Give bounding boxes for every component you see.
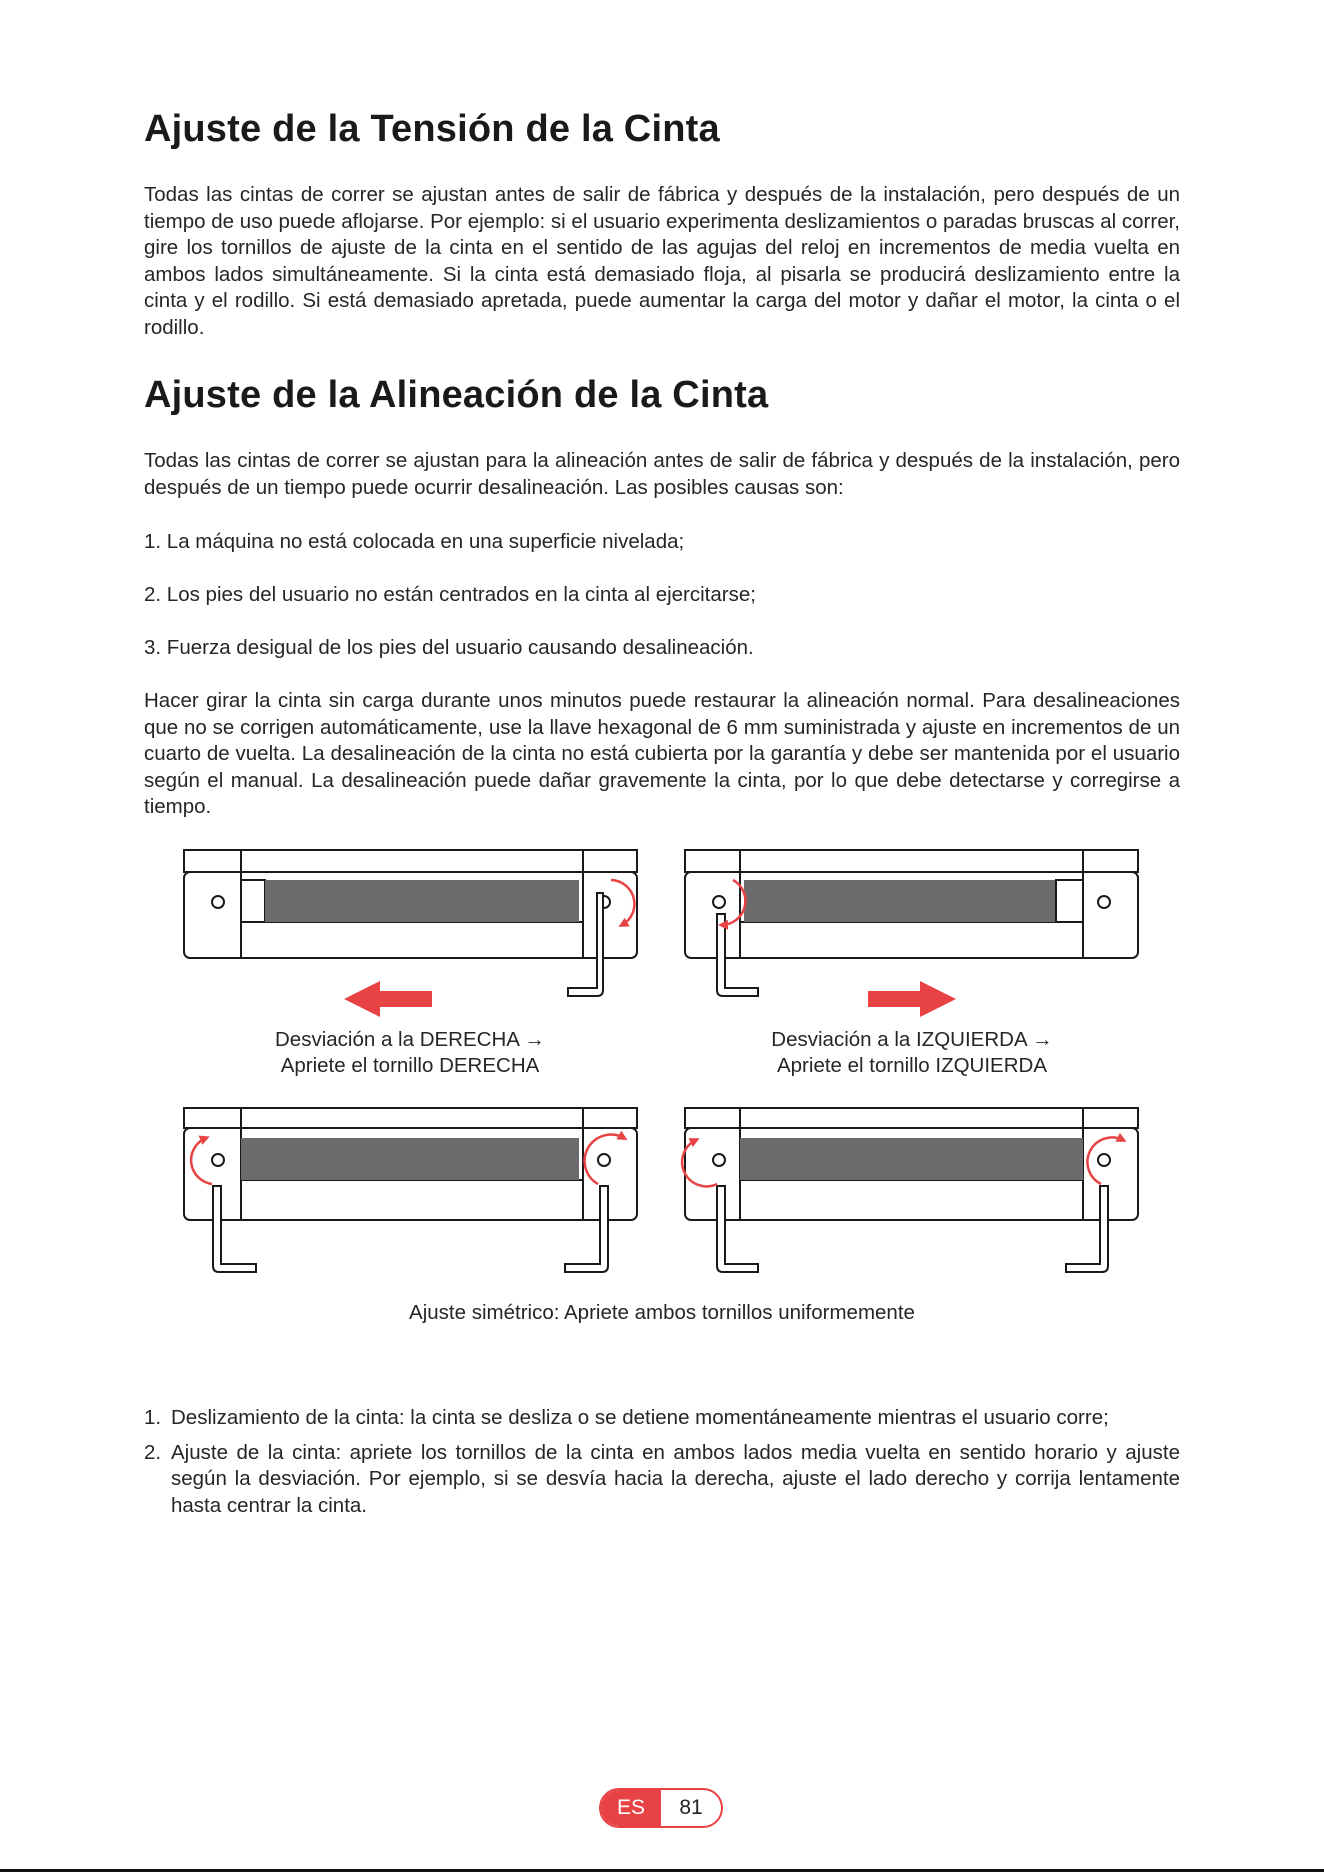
- treadmill-bottom-right: [685, 1108, 1138, 1272]
- tension-paragraph: Todas las cintas de correr se ajustan antes de salir de fábrica y después de la instalación, pero después de un tiempo de uso puede aflojarse. Por ejemplo: si el usuario experimenta deslizamientos o paradas bruscas al correr, gire los tornillos de ajuste de la cinta en el sentido de las agujas del reloj en incrementos de media vuelta en ambos lados simultáneamente. Si la cinta está demasiado floja, al pisarla se producirá deslizamiento entre la cinta y el rodillo. Si está demasiado apretada, puede aumentar la carga del motor y dañar el motor, la cinta o el rodillo.: [144, 183, 1180, 339]
- treadmill-top-left: [184, 850, 637, 996]
- caption-line: Apriete el tornillo DERECHA: [280, 1054, 540, 1077]
- cause-item-3: 3. Fuerza desigual de los pies del usuario causando desalineación.: [144, 636, 754, 659]
- caption-line: Desviación a la IZQUIERDA →: [771, 1028, 1053, 1051]
- alignment-intro: Todas las cintas de correr se ajustan para la alineación antes de salir de fábrica y después de la instalación, pero después de un tiempo puede ocurrir desalineación. Las posibles causas son:: [144, 449, 1180, 499]
- list-item: [144, 1440, 1180, 1520]
- treadmill-bottom-left: [184, 1108, 637, 1272]
- list-item: [144, 1405, 1180, 1432]
- steps-list: [144, 1405, 1180, 1527]
- page-number: 81: [679, 1796, 703, 1819]
- cause-item-2: 2. Los pies del usuario no están centrados en la cinta al ejercitarse;: [144, 583, 756, 606]
- arrow-left-icon: [344, 981, 432, 1017]
- alignment-paragraph: Hacer girar la cinta sin carga durante unos minutos puede restaurar la alineación normal. Para desalineaciones que no se corrigen automáticamente, use la llave hexagonal de 6 mm suministrada y ajuste en incrementos de un cuarto de vuelta. La desalineación de la cinta no está cubierta por la garantía y debe ser mantenida por el usuario según el manual. La desalineación puede dañar gravemente la cinta, por lo que debe detectarse y corregirse a tiempo.: [144, 689, 1180, 819]
- caption-line: Apriete el tornillo IZQUIERDA: [776, 1054, 1047, 1077]
- caption-deviation-right: [240, 1027, 580, 1079]
- step-text: Ajuste de la cinta: apriete los tornillos de la cinta en ambos lados media vuelta en sentido horario y ajuste según la desviación. Por ejemplo, si se desvía hacia la derecha, ajuste el lado derecho y corrija lentamente hasta centrar la cinta.: [171, 1440, 1180, 1517]
- caption-deviation-left: [732, 1027, 1092, 1079]
- step-text: Deslizamiento de la cinta: la cinta se desliza o se detiene momentáneamente mientras el usuario corre;: [171, 1406, 1109, 1429]
- step-number: 2.: [144, 1440, 162, 1464]
- caption-line: Desviación a la DERECHA →: [274, 1028, 545, 1051]
- language-label: ES: [601, 1790, 661, 1826]
- caption-symmetric: Ajuste simétrico: Apriete ambos tornillos uniformemente: [409, 1301, 915, 1324]
- page-number-badge: [599, 1788, 723, 1828]
- section-title-alignment: Ajuste de la Alineación de la Cinta: [144, 374, 769, 416]
- cause-item-1: 1. La máquina no está colocada en una superficie nivelada;: [144, 530, 685, 553]
- arrow-right-icon: [868, 981, 956, 1017]
- treadmill-top-right: [685, 850, 1138, 996]
- section-title-tension: Ajuste de la Tensión de la Cinta: [144, 108, 720, 150]
- step-number: 1.: [144, 1406, 162, 1429]
